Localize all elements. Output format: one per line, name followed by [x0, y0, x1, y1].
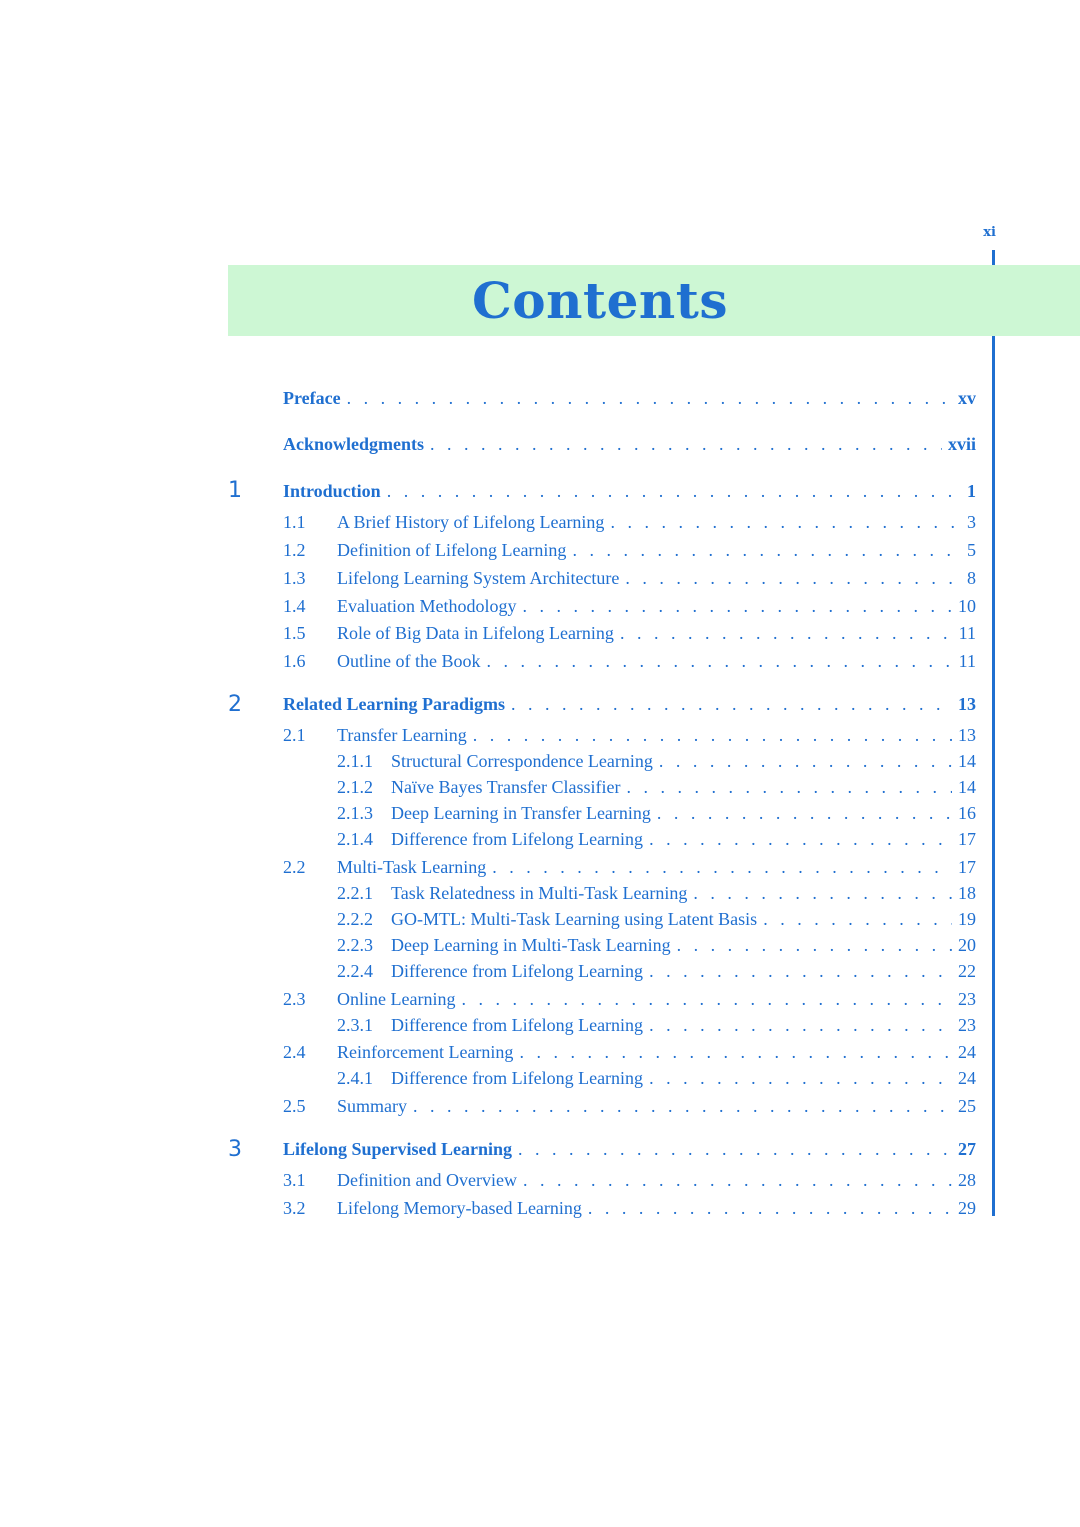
toc-entry-page: 14 — [958, 751, 976, 771]
toc-entry-page: xv — [958, 388, 976, 408]
section-number: 1.2 — [283, 540, 306, 560]
toc-entry-page: 25 — [958, 1096, 976, 1116]
toc-entry-page: 27 — [958, 1139, 976, 1159]
subsection-title: Task Relatedness in Multi-Task Learning — [391, 883, 688, 903]
dot-leader — [523, 1169, 952, 1191]
subsection-title: Difference from Lifelong Learning — [391, 829, 644, 849]
dot-leader — [693, 882, 952, 904]
chapter-number: 1 — [228, 478, 242, 503]
section-title: Evaluation Methodology — [337, 596, 517, 616]
section-number: 1.5 — [283, 623, 306, 643]
dot-leader — [610, 511, 961, 533]
subsection-title: Difference from Lifelong Learning — [391, 1068, 644, 1088]
toc-chapter-2[interactable] — [283, 693, 976, 715]
toc-entry-acknowledgments[interactable] — [283, 433, 976, 455]
section-number: 2.1 — [283, 725, 306, 745]
toc-entry-page: 3 — [967, 512, 976, 532]
toc-section[interactable] — [283, 1169, 976, 1191]
toc-entry-page: 1 — [967, 481, 976, 501]
dot-leader — [511, 693, 952, 715]
toc-chapter-1[interactable] — [283, 480, 976, 502]
dot-leader — [649, 960, 952, 982]
dot-leader — [649, 828, 952, 850]
toc-section[interactable] — [283, 511, 976, 533]
toc-entry-page: 28 — [958, 1170, 976, 1190]
subsection-title: Naïve Bayes Transfer Classifier — [391, 777, 621, 797]
dot-leader — [649, 1067, 952, 1089]
dot-leader — [518, 1138, 952, 1160]
section-title: Online Learning — [337, 989, 456, 1009]
toc-section[interactable] — [283, 567, 976, 589]
chapter-title: Introduction — [283, 481, 381, 501]
section-number: 2.3 — [283, 989, 306, 1009]
dot-leader — [522, 595, 952, 617]
toc-entry-page: 17 — [958, 829, 976, 849]
dot-leader — [430, 433, 942, 455]
toc-subsection[interactable] — [337, 960, 976, 982]
section-number: 3.1 — [283, 1170, 306, 1190]
subsection-title: Difference from Lifelong Learning — [391, 1015, 644, 1035]
toc-subsection[interactable] — [337, 776, 976, 798]
chapter-title: Related Learning Paradigms — [283, 694, 505, 714]
dot-leader — [347, 387, 952, 409]
section-title: Role of Big Data in Lifelong Learning — [337, 623, 614, 643]
dot-leader — [519, 1041, 952, 1063]
toc-section[interactable] — [283, 988, 976, 1010]
toc-subsection[interactable] — [337, 934, 976, 956]
section-number: 2.2 — [283, 857, 306, 877]
section-number: 1.1 — [283, 512, 306, 532]
toc-entry-page: 13 — [958, 725, 976, 745]
page-number: xi — [983, 225, 996, 240]
toc-entry-page: 22 — [958, 961, 976, 981]
section-title: Definition and Overview — [337, 1170, 517, 1190]
subsection-title: Deep Learning in Multi-Task Learning — [391, 935, 671, 955]
section-title: Outline of the Book — [337, 651, 481, 671]
toc-entry-page: 11 — [958, 651, 976, 671]
dot-leader — [763, 908, 952, 930]
toc-section[interactable] — [283, 622, 976, 644]
toc-section[interactable] — [283, 595, 976, 617]
toc-subsection[interactable] — [337, 828, 976, 850]
dot-leader — [413, 1095, 952, 1117]
toc-entry-page: 23 — [958, 989, 976, 1009]
section-title: A Brief History of Lifelong Learning — [337, 512, 605, 532]
dot-leader — [625, 567, 961, 589]
section-number: 2.4 — [283, 1042, 306, 1062]
toc-entry-label: Preface — [283, 388, 341, 408]
section-number: 1.6 — [283, 651, 306, 671]
toc-entry-page: 23 — [958, 1015, 976, 1035]
toc-entry-page: 24 — [958, 1068, 976, 1088]
subsection-title: Structural Correspondence Learning — [391, 751, 653, 771]
section-title: Reinforcement Learning — [337, 1042, 514, 1062]
toc-section[interactable] — [283, 1095, 976, 1117]
toc-entry-page: 10 — [958, 596, 976, 616]
subsection-number: 2.1.4 — [337, 829, 373, 849]
dot-leader — [572, 539, 961, 561]
dot-leader — [387, 480, 961, 502]
dot-leader — [492, 856, 952, 878]
toc-section[interactable] — [283, 1197, 976, 1219]
dot-leader — [620, 622, 953, 644]
dot-leader — [657, 802, 952, 824]
toc-subsection[interactable] — [337, 908, 976, 930]
subsection-title: Difference from Lifelong Learning — [391, 961, 644, 981]
subsection-number: 2.1.3 — [337, 803, 373, 823]
toc-section[interactable] — [283, 724, 976, 746]
toc-entry-page: 20 — [958, 935, 976, 955]
toc-entry-preface[interactable] — [283, 387, 976, 409]
toc-entry-page: 18 — [958, 883, 976, 903]
dot-leader — [473, 724, 952, 746]
toc-entry-page: 13 — [958, 694, 976, 714]
subsection-number: 2.1.1 — [337, 751, 373, 771]
chapter-number: 2 — [228, 692, 242, 717]
dot-leader — [461, 988, 952, 1010]
subsection-number: 2.1.2 — [337, 777, 373, 797]
toc-entry-page: 19 — [958, 909, 976, 929]
toc-section[interactable] — [283, 650, 976, 672]
chapter-title: Lifelong Supervised Learning — [283, 1139, 513, 1159]
dot-leader — [486, 650, 952, 672]
toc-entry-page: 24 — [958, 1042, 976, 1062]
dot-leader — [626, 776, 952, 798]
section-number: 1.4 — [283, 596, 306, 616]
toc-subsection[interactable] — [337, 750, 976, 772]
dot-leader — [588, 1197, 952, 1219]
section-number: 1.3 — [283, 568, 306, 588]
toc-entry-page: xvii — [947, 434, 976, 454]
subsection-number: 2.2.2 — [337, 909, 373, 929]
section-title: Lifelong Learning System Architecture — [337, 568, 620, 588]
subsection-title: GO-MTL: Multi-Task Learning using Latent Basis — [391, 909, 758, 929]
subsection-number: 2.4.1 — [337, 1068, 373, 1088]
subsection-number: 2.2.4 — [337, 961, 373, 981]
dot-leader — [649, 1014, 952, 1036]
toc-entry-page: 16 — [958, 803, 976, 823]
dot-leader — [659, 750, 952, 772]
toc-entry-label: Acknowledgments — [283, 434, 425, 454]
toc-subsection[interactable] — [337, 802, 976, 824]
toc-entry-page: 14 — [958, 777, 976, 797]
section-number: 2.5 — [283, 1096, 306, 1116]
section-title: Lifelong Memory-based Learning — [337, 1198, 582, 1218]
toc-section[interactable] — [283, 539, 976, 561]
chapter-number: 3 — [228, 1137, 242, 1162]
toc-entry-page: 17 — [958, 857, 976, 877]
toc-subsection[interactable] — [337, 1014, 976, 1036]
section-title: Definition of Lifelong Learning — [337, 540, 567, 560]
dot-leader — [677, 934, 952, 956]
toc-subsection[interactable] — [337, 882, 976, 904]
toc-section[interactable] — [283, 1041, 976, 1063]
toc-chapter-3[interactable] — [283, 1138, 976, 1160]
page-title: Contents — [471, 271, 728, 330]
section-title: Summary — [337, 1096, 407, 1116]
section-title: Transfer Learning — [337, 725, 467, 745]
toc-entry-page: 8 — [967, 568, 976, 588]
toc-subsection[interactable] — [337, 1067, 976, 1089]
subsection-number: 2.2.3 — [337, 935, 373, 955]
subsection-number: 2.2.1 — [337, 883, 373, 903]
toc-entry-page: 5 — [967, 540, 976, 560]
subsection-title: Deep Learning in Transfer Learning — [391, 803, 651, 823]
toc-entry-page: 11 — [958, 623, 976, 643]
section-number: 3.2 — [283, 1198, 306, 1218]
section-title: Multi-Task Learning — [337, 857, 487, 877]
subsection-number: 2.3.1 — [337, 1015, 373, 1035]
toc-entry-page: 29 — [958, 1198, 976, 1218]
toc-section[interactable] — [283, 856, 976, 878]
